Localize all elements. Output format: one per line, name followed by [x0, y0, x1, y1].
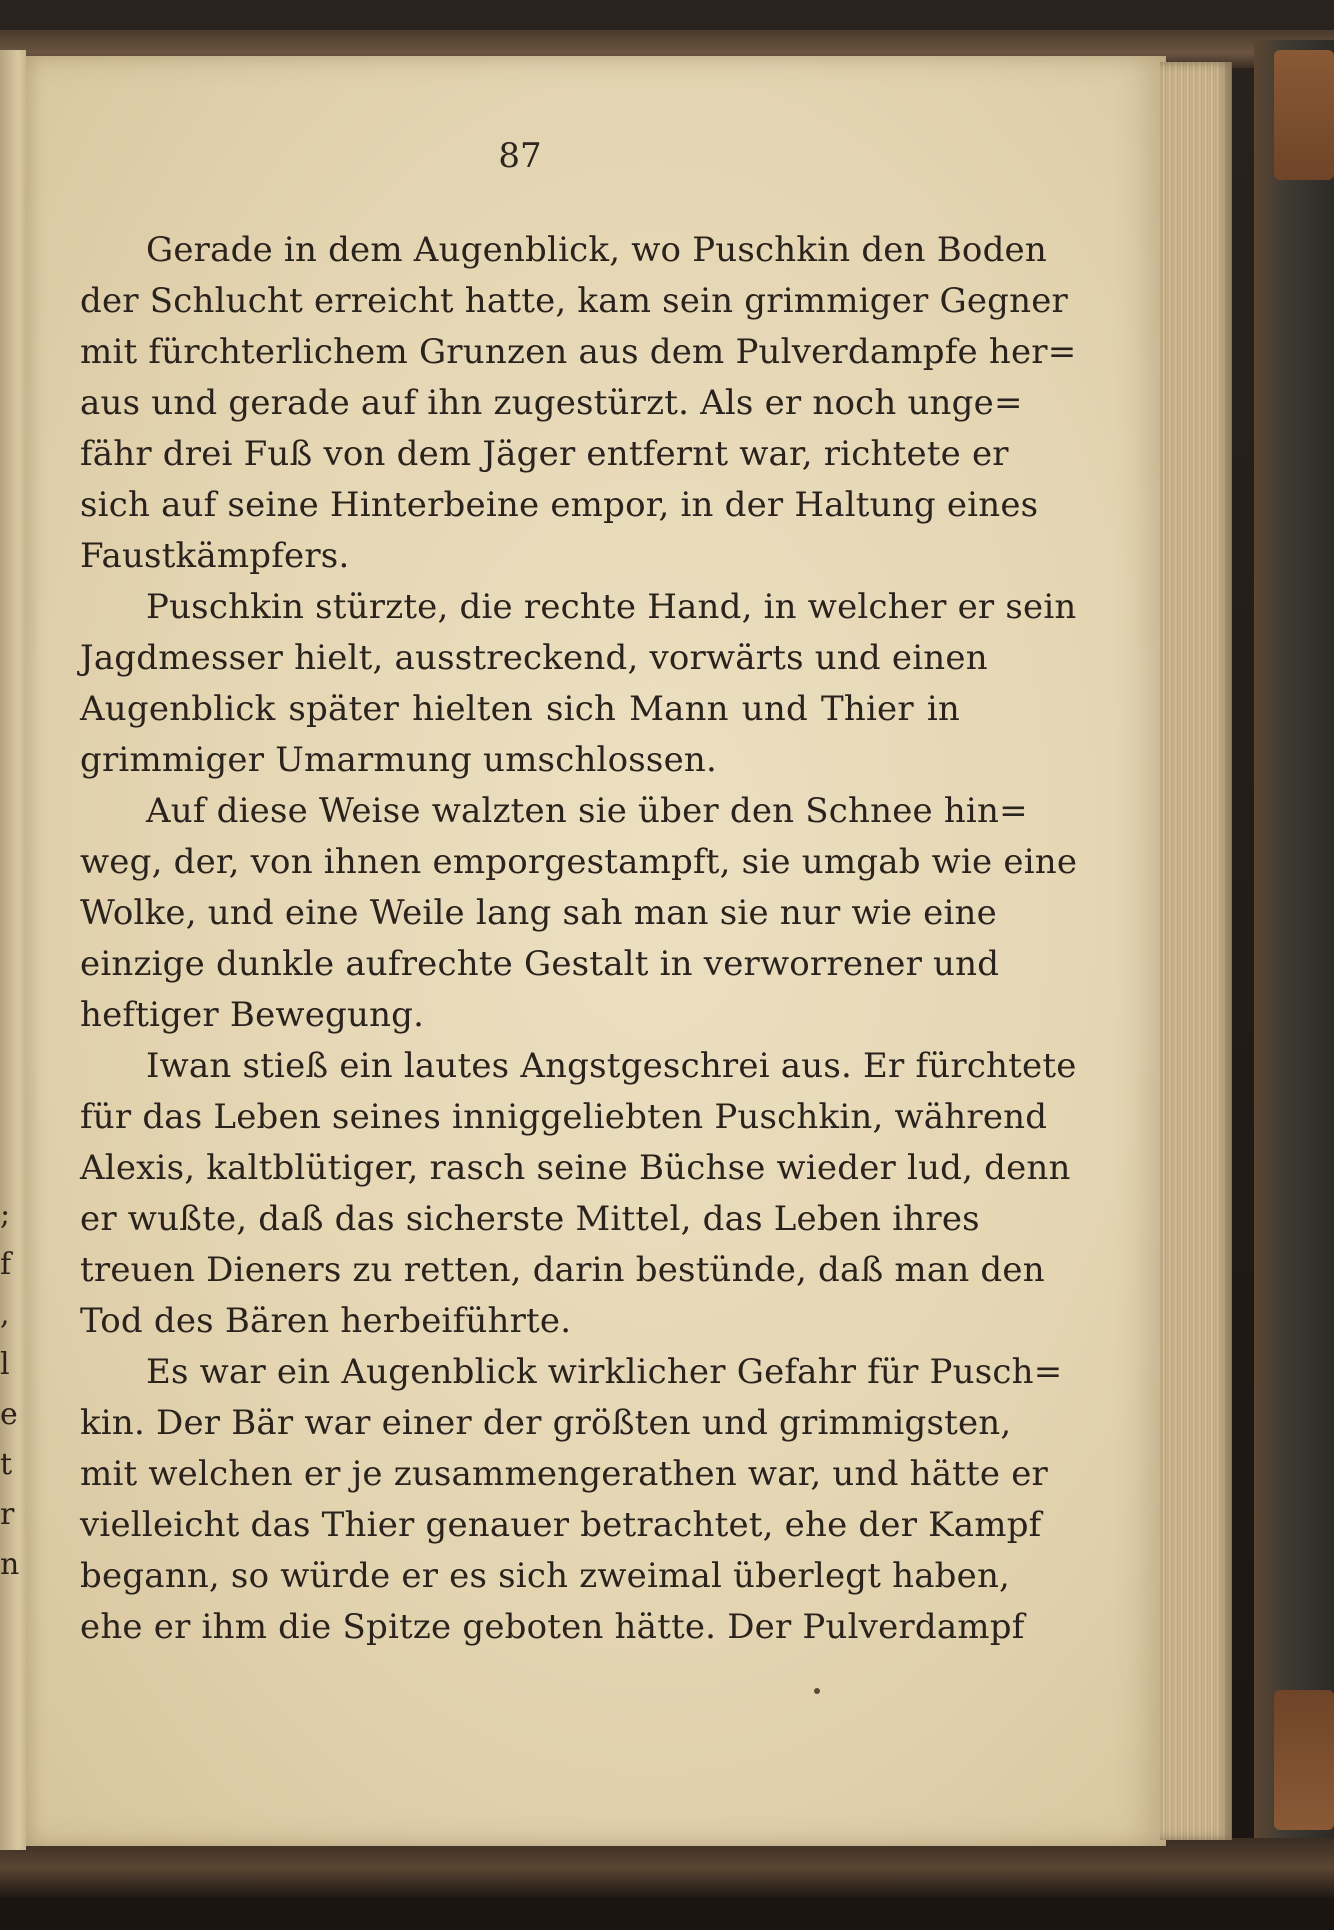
text-line: Augenblick später hielten sich Mann und Thier in — [80, 689, 960, 729]
previous-page-edge — [0, 50, 26, 1850]
text-line: Gerade in dem Augenblick, wo Puschkin den Boden — [146, 230, 1047, 270]
page-stack-edges — [1160, 62, 1232, 1840]
text-line: für das Leben seines inniggeliebten Puschkin, während — [80, 1097, 1048, 1137]
text-line: Jagdmesser hielt, ausstreckend, vorwärts und einen — [80, 638, 988, 678]
text-line: Iwan stieß ein lautes Angstgeschrei aus. Er fürchtete — [146, 1046, 1077, 1086]
paragraph — [80, 582, 1077, 786]
text-line: Tod des Bären herbeiführte. — [80, 1301, 572, 1341]
previous-page-fragment: , — [0, 1297, 10, 1332]
previous-page-fragment: f — [0, 1247, 12, 1282]
text-line: mit welchen er je zusammengerathen war, und hätte er — [80, 1454, 1048, 1494]
text-line: Es war ein Augenblick wirklicher Gefahr für Pusch= — [146, 1352, 1063, 1392]
paragraph — [80, 786, 1078, 1041]
previous-page-text — [0, 1190, 26, 1590]
paragraph — [80, 1041, 1077, 1347]
text-line: kin. Der Bär war einer der größten und grimmigsten, — [80, 1403, 1012, 1443]
text-line: aus und gerade auf ihn zugestürzt. Als er noch unge= — [80, 383, 1023, 423]
previous-page-fragment: n — [0, 1547, 20, 1582]
text-line: Alexis, kaltblütiger, rasch seine Büchse wieder lud, denn — [80, 1148, 1071, 1188]
previous-page-fragment: t — [0, 1447, 13, 1482]
book-cover-right — [1254, 40, 1334, 1860]
text-line: Auf diese Weise walzten sie über den Schnee hin= — [146, 791, 1028, 831]
paper-speck — [814, 1688, 820, 1694]
page-number: 87 — [498, 136, 542, 176]
paragraph — [80, 1347, 1063, 1653]
previous-page-fragment: r — [0, 1497, 15, 1532]
text-line: heftiger Bewegung. — [80, 995, 425, 1035]
text-line: Faustkämpfers. — [80, 536, 350, 576]
paragraph — [80, 225, 1077, 582]
text-line: weg, der, von ihnen emporgestampft, sie umgab wie eine — [80, 842, 1078, 882]
text-line: er wußte, daß das sicherste Mittel, das Leben ihres — [80, 1199, 980, 1239]
text-line: einzige dunkle aufrechte Gestalt in verworrener und — [80, 944, 1000, 984]
text-line: fähr drei Fuß von dem Jäger entfernt war, richtete er — [80, 434, 1009, 474]
text-line: der Schlucht erreicht hatte, kam sein grimmiger Gegner — [80, 281, 1069, 321]
text-line: mit fürchterlichem Grunzen aus dem Pulverdampfe her= — [80, 332, 1077, 372]
book-cover-bottom — [0, 1838, 1334, 1898]
text-line: vielleicht das Thier genauer betrachtet, ehe der Kampf — [80, 1505, 1042, 1545]
previous-page-fragment: l — [0, 1347, 10, 1382]
text-line: treuen Dieners zu retten, darin bestünde, daß man den — [80, 1250, 1045, 1290]
leather-corner-bottom — [1274, 1690, 1334, 1830]
text-line: Wolke, und eine Weile lang sah man sie nur wie eine — [80, 893, 997, 933]
text-line: sich auf seine Hinterbeine empor, in der Haltung eines — [80, 485, 1039, 525]
text-line: ehe er ihm die Spitze geboten hätte. Der Pulverdampf — [80, 1607, 1025, 1647]
body-text — [80, 225, 1078, 1653]
text-line: grimmiger Umarmung umschlossen. — [80, 740, 718, 780]
previous-page-fragment: ; — [0, 1197, 11, 1232]
leather-corner-top — [1274, 50, 1334, 180]
text-line: begann, so würde er es sich zweimal überlegt haben, — [80, 1556, 1011, 1596]
previous-page-fragment: e — [0, 1397, 18, 1432]
text-line: Puschkin stürzte, die rechte Hand, in welcher er sein — [146, 587, 1077, 627]
